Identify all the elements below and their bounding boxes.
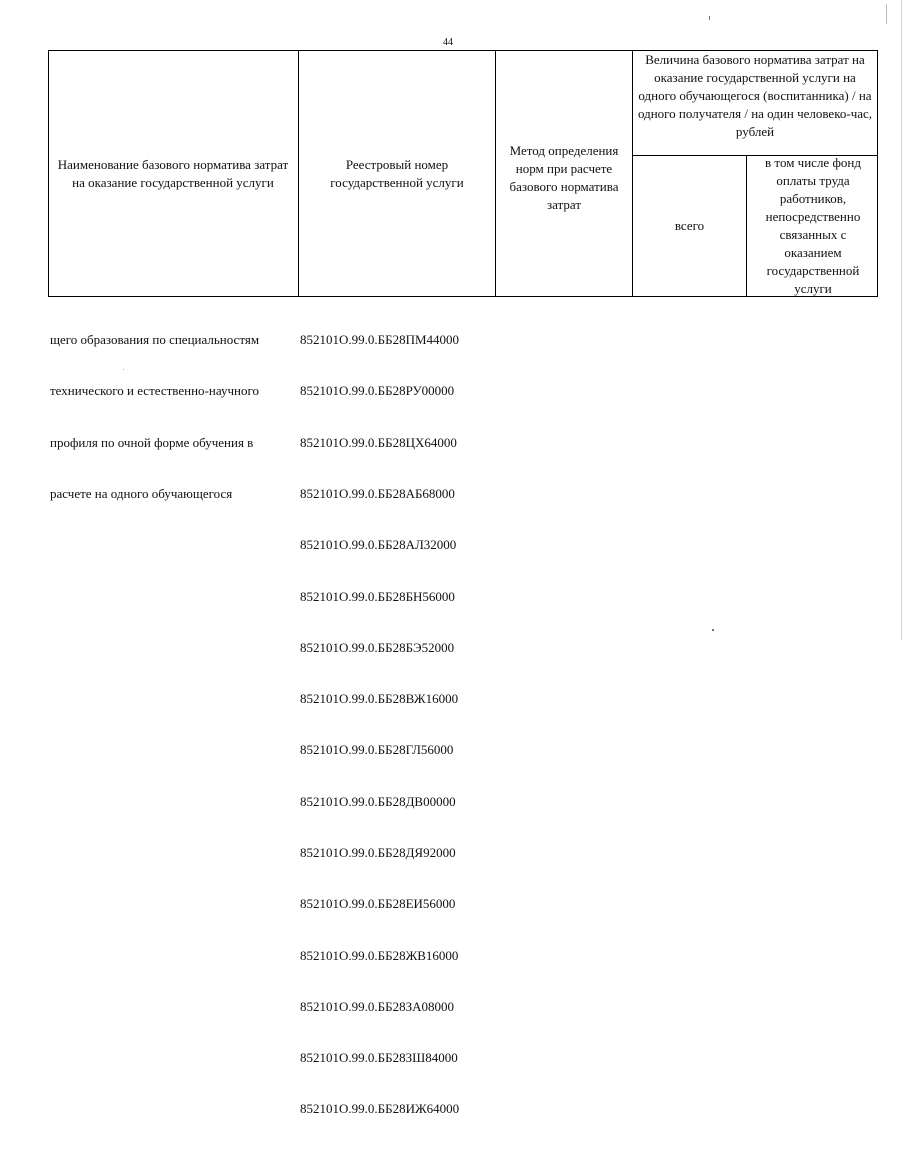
scan-speck <box>712 629 714 631</box>
table-border-right <box>877 50 878 297</box>
header-value-group <box>634 51 876 155</box>
registry-codes-cell <box>300 297 500 1152</box>
scan-speck <box>901 0 902 640</box>
registry-code: 852101О.99.0.ББ28ЦХ64000 <box>300 434 457 450</box>
registry-code: 852101О.99.0.ББ28ВЖ16000 <box>300 691 459 707</box>
registry-code: 852101О.99.0.ББ28АБ68000 <box>300 486 455 502</box>
registry-code: 852101О.99.0.ББ28ЗА08000 <box>300 998 454 1014</box>
service-name-line: расчете на одного обучающегося <box>50 486 233 502</box>
registry-code: 852101О.99.0.ББ28ДЯ92000 <box>300 845 456 860</box>
header-total <box>633 156 746 296</box>
page-number: 44 <box>443 37 453 48</box>
header-payroll-label: в том числе фонд оплаты труда работников, непосредственно связанных с оказанием государственной услуги <box>765 155 861 296</box>
registry-code: 852101О.99.0.ББ28ПМ44000 <box>300 332 460 348</box>
scan-speck <box>886 4 887 24</box>
registry-code: 852101О.99.0.ББ28БЭ52000 <box>300 639 455 655</box>
header-payroll <box>751 156 875 296</box>
registry-code: 852101О.99.0.ББ28ГЛ56000 <box>300 742 454 758</box>
header-method-label: Метод определения норм при расчете базового норматива затрат <box>509 143 619 212</box>
header-name <box>52 51 294 296</box>
header-total-label: всего <box>674 218 705 233</box>
scan-speck <box>123 369 124 370</box>
column-divider-4 <box>746 155 747 297</box>
registry-code: 852101О.99.0.ББ28ИЖ64000 <box>300 1101 460 1117</box>
column-divider-2 <box>495 50 496 297</box>
header-registry-number-label: Реестровый номер государственной услуги <box>330 156 464 190</box>
registry-code: 852101О.99.0.ББ28ЗШ84000 <box>300 1050 458 1066</box>
registry-code: 852101О.99.0.ББ28ЕИ56000 <box>300 896 456 912</box>
registry-code: 852101О.99.0.ББ28АЛ32000 <box>300 537 457 553</box>
registry-code: 852101О.99.0.ББ28РУ00000 <box>300 383 455 399</box>
header-registry-number <box>302 51 492 296</box>
service-name-line: технического и естественно-научного <box>50 383 259 399</box>
header-name-label: Наименование базового норматива затрат на оказание государственной услуги <box>57 156 289 190</box>
service-name-cell <box>50 297 298 536</box>
header-value-group-label: Величина базового норматива затрат на оказание государственной услуги на одного обучающегося (воспитанника) / на одного получателя / на один человеко-час, рублей <box>637 52 873 139</box>
registry-code: 852101О.99.0.ББ28ЖВ16000 <box>300 947 459 963</box>
service-name-line: щего образования по специальностям <box>50 332 260 348</box>
table-border-left <box>48 50 49 297</box>
column-divider-1 <box>298 50 299 297</box>
service-name-line: профиля по очной форме обучения в <box>50 434 254 450</box>
header-method <box>498 142 630 232</box>
registry-code: 852101О.99.0.ББ28ДВ00000 <box>300 793 456 809</box>
registry-code: 852101О.99.0.ББ28БН56000 <box>300 588 455 604</box>
scan-speck <box>709 16 710 20</box>
